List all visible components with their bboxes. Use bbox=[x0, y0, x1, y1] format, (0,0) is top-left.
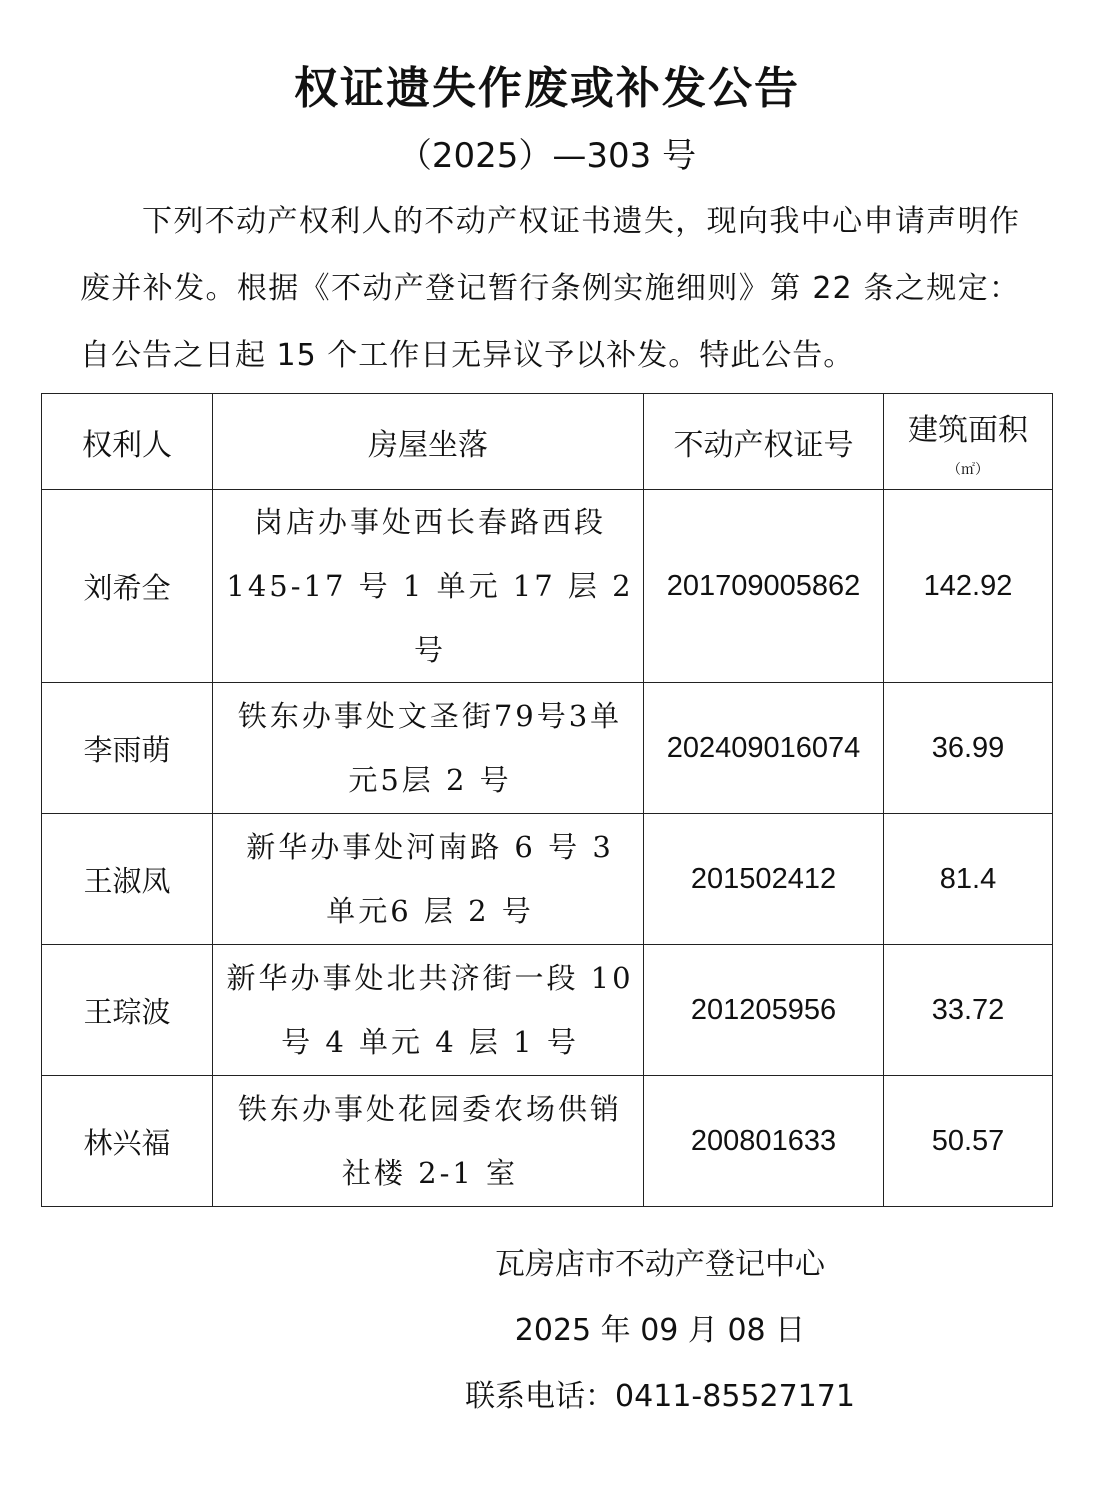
issue-date: 2025 年 09 月 08 日 bbox=[514, 1313, 806, 1348]
location-cell: 铁东办事处花园委农场供销社楼 2-1 室 bbox=[213, 1076, 644, 1207]
header-area-unit: （㎡） bbox=[947, 461, 989, 478]
area-cell: 50.57 bbox=[884, 1076, 1053, 1207]
owner-cell: 刘希全 bbox=[42, 490, 213, 683]
cert-cell: 201709005862 bbox=[644, 490, 884, 683]
notice-body: 下列不动产权利人的不动产权证书遗失，现向我中心申请声明作废并补发。根据《不动产登记暂行条例实施细则》第 22 条之规定：自公告之日起 15 个工作日无异议予以补发。特此公告。 bbox=[80, 204, 1020, 373]
table-row bbox=[42, 945, 1053, 1076]
cert-cell: 202409016074 bbox=[644, 683, 884, 814]
header-area bbox=[884, 394, 1053, 490]
notice-number: （2025）—303 号 bbox=[397, 136, 697, 176]
contact-phone: 联系电话：0411-85527171 bbox=[465, 1379, 855, 1414]
area-cell: 81.4 bbox=[884, 814, 1053, 945]
owner-cell: 王琮波 bbox=[42, 945, 213, 1076]
owner-cell: 李雨萌 bbox=[42, 683, 213, 814]
cert-cell: 201502412 bbox=[644, 814, 884, 945]
table-row bbox=[42, 814, 1053, 945]
location-cell: 岗店办事处西长春路西段145-17 号 1 单元 17 层 2 号 bbox=[213, 490, 644, 683]
header-location: 房屋坐落 bbox=[213, 394, 644, 490]
notice-title: 权证遗失作废或补发公告 bbox=[294, 63, 800, 114]
table-row bbox=[42, 1076, 1053, 1207]
area-cell: 36.99 bbox=[884, 683, 1053, 814]
area-cell: 33.72 bbox=[884, 945, 1053, 1076]
table-header-row bbox=[42, 394, 1053, 490]
location-cell: 铁东办事处文圣街79号3单元5层 2 号 bbox=[213, 683, 644, 814]
cert-cell: 201205956 bbox=[644, 945, 884, 1076]
header-owner: 权利人 bbox=[42, 394, 213, 490]
location-cell: 新华办事处河南路 6 号 3 单元6 层 2 号 bbox=[213, 814, 644, 945]
owner-cell: 林兴福 bbox=[42, 1076, 213, 1207]
table-row bbox=[42, 683, 1053, 814]
certificate-table bbox=[41, 393, 1053, 1207]
location-cell: 新华办事处北共济街一段 10号 4 单元 4 层 1 号 bbox=[213, 945, 644, 1076]
header-cert: 不动产权证号 bbox=[644, 394, 884, 490]
owner-cell: 王淑凤 bbox=[42, 814, 213, 945]
table-row bbox=[42, 490, 1053, 683]
area-cell: 142.92 bbox=[884, 490, 1053, 683]
header-area-label: 建筑面积 bbox=[908, 412, 1028, 448]
cert-cell: 200801633 bbox=[644, 1076, 884, 1207]
notice-footer bbox=[420, 1232, 900, 1430]
issuing-organization: 瓦房店市不动产登记中心 bbox=[495, 1247, 825, 1282]
